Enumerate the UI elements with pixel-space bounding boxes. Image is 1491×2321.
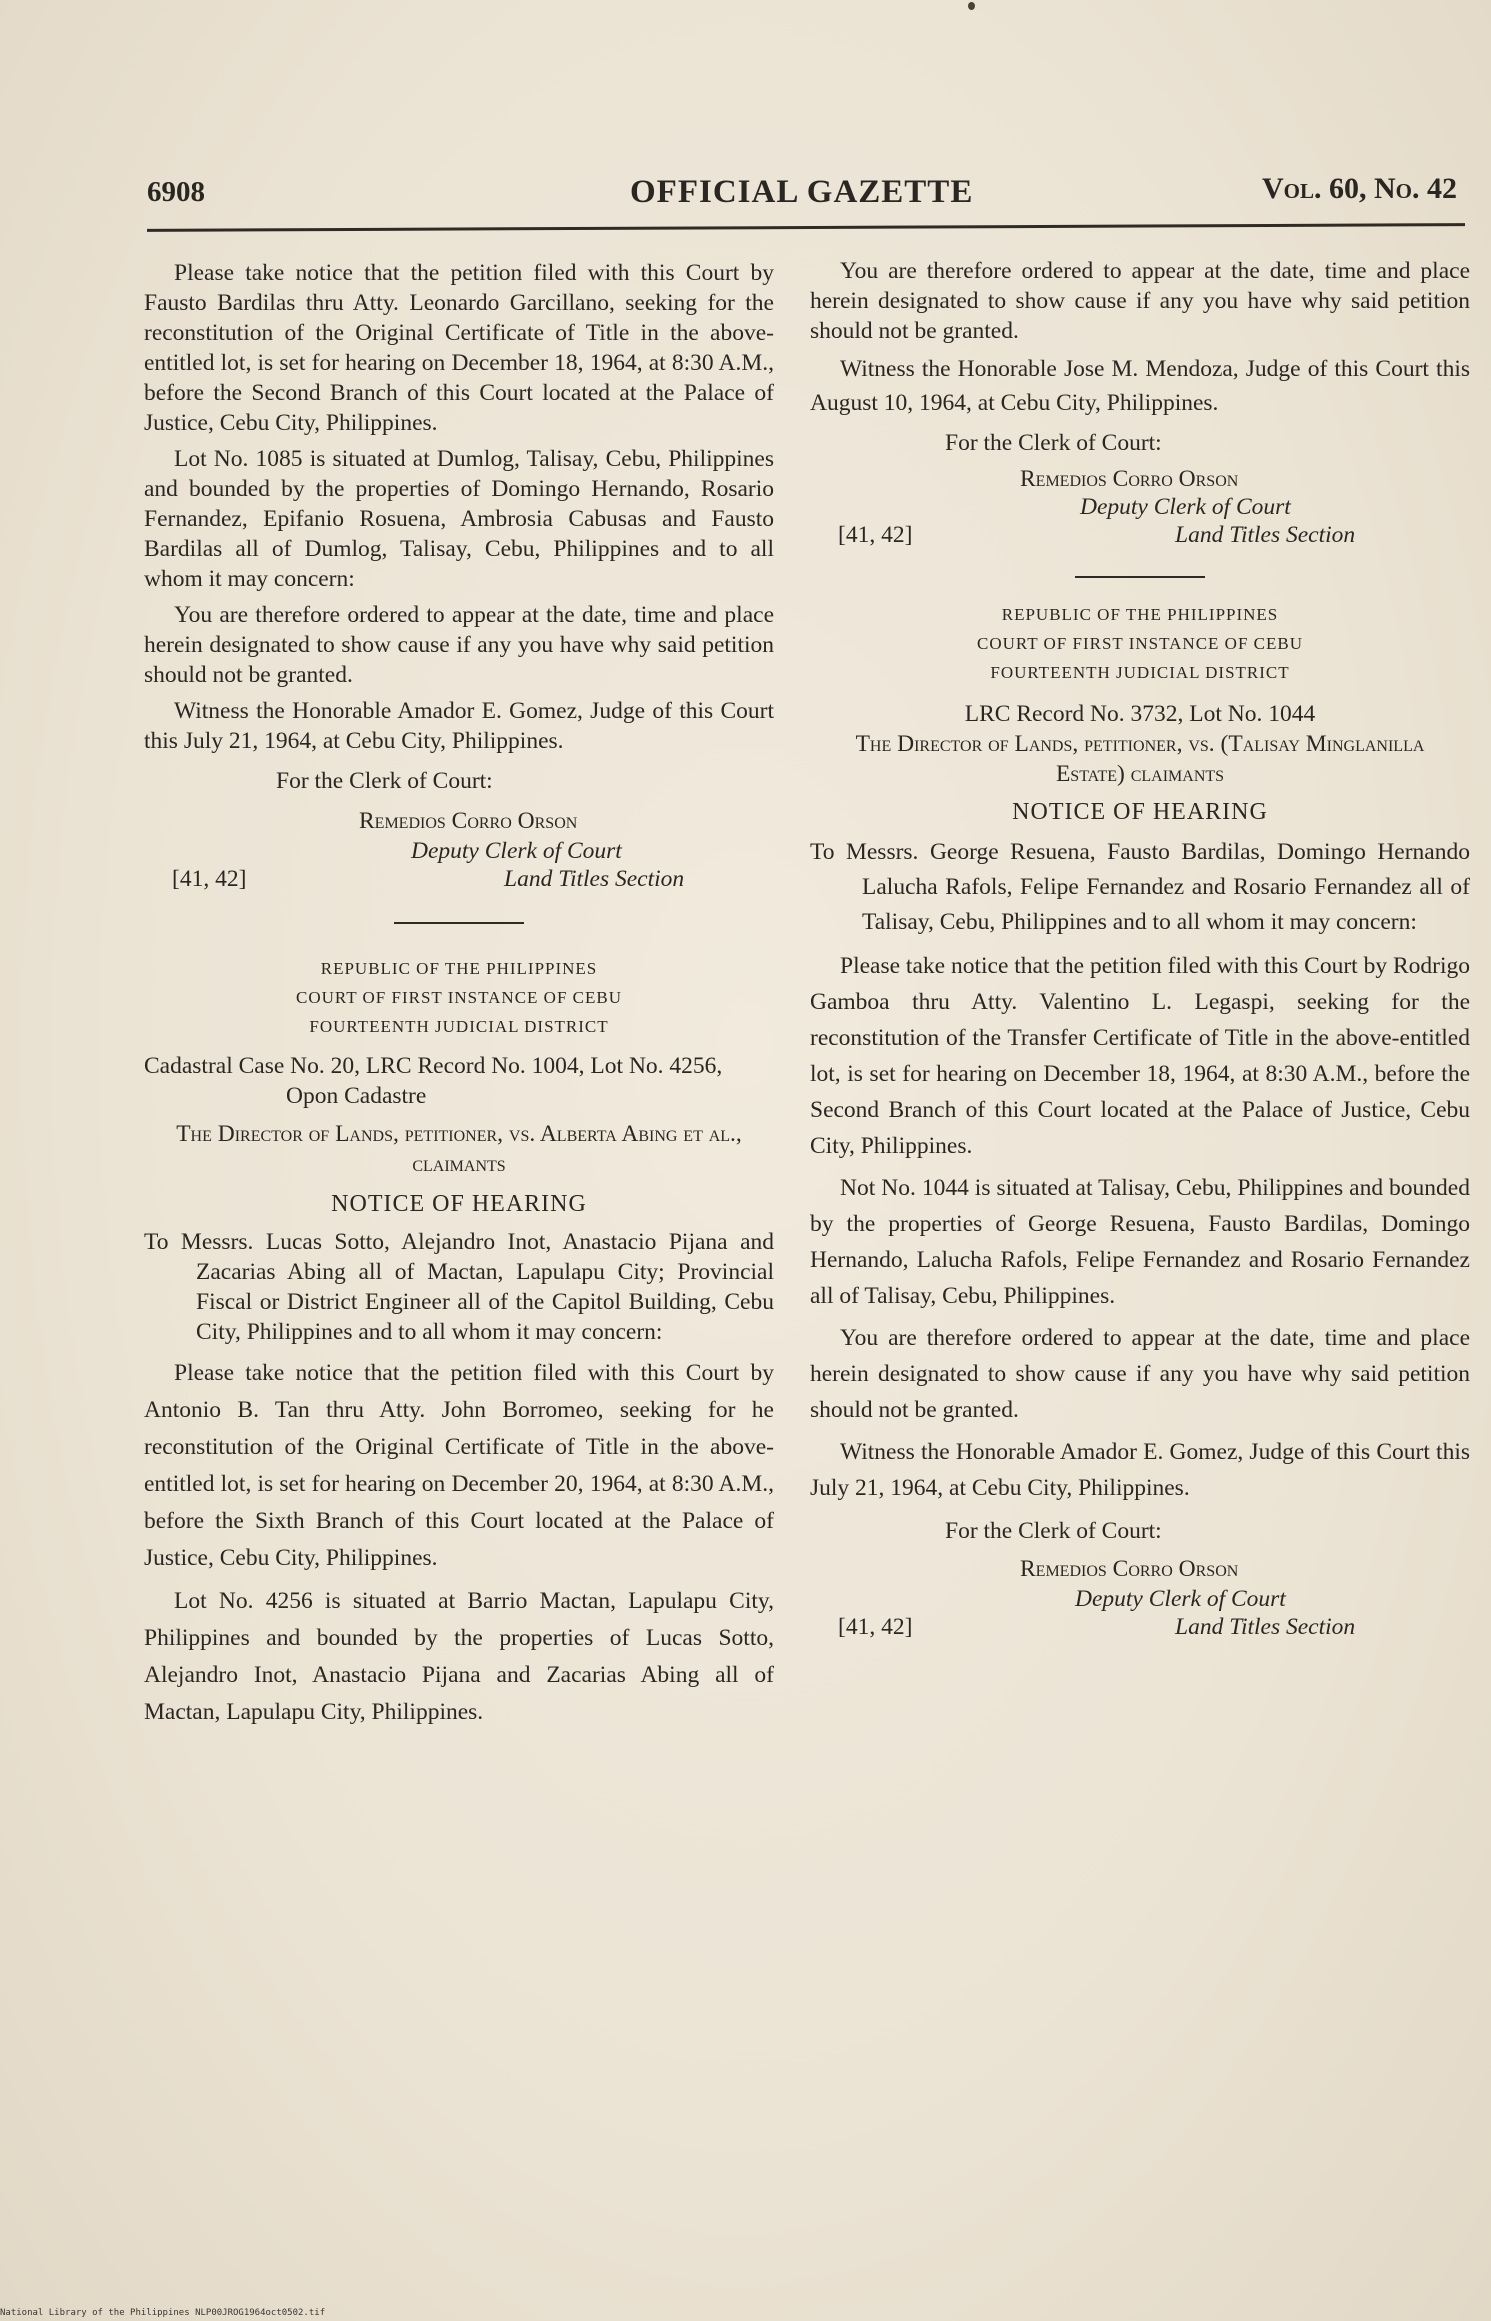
signature-block bbox=[144, 800, 774, 896]
page-number: 6908 bbox=[147, 176, 205, 208]
case-line: Cadastral Case No. 20, LRC Record No. 1004, Lot No. 4256, Opon Cadastre bbox=[144, 1053, 723, 1109]
right-column bbox=[810, 256, 1470, 1652]
section-divider bbox=[1075, 576, 1205, 578]
left-paragraph: Lot No. 1085 is situated at Dumlog, Talisay, Cebu, Philippines and bounded by the properties of Domingo Hernando, Rosario Fernandez, Epifanio Rosuena, Ambrosia Cabusas and Fausto Bardilas all of Dumlog, Talisay, Cebu, Philippines and to all whom it may concern: bbox=[144, 446, 774, 592]
for-clerk-label: For the Clerk of Court: bbox=[945, 430, 1162, 456]
notice-heading: NOTICE OF HEARING bbox=[331, 1191, 587, 1217]
right-paragraph: You are therefore ordered to appear at the date, time and place herein designated to show cause if any you have why said petition should not be granted. bbox=[810, 258, 1470, 344]
court-line: COURT OF FIRST INSTANCE OF CEBU bbox=[976, 634, 1304, 653]
signature-block bbox=[810, 462, 1470, 558]
court-line: FOURTEENTH JUDICIAL DISTRICT bbox=[309, 1017, 609, 1036]
parties-line: The Director of Lands, petitioner, vs. (Talisay Minglanilla Estate) claimants bbox=[855, 731, 1425, 787]
court-line: REPUBLIC OF THE PHILIPPINES bbox=[320, 959, 598, 978]
addressees: To Messrs. George Resuena, Fausto Bardilas, Domingo Hernando Lalucha Rafols, Felipe Fernandez and Rosario Fernandez all of Talisay, Cebu, Philippines and to all whom it may concern: bbox=[810, 839, 1470, 935]
parties-line: The Director of Lands, petitioner, vs. Alberta Abing et al., claimants bbox=[176, 1121, 742, 1177]
issue-reference: [41, 42] bbox=[172, 866, 247, 892]
header-rule bbox=[147, 223, 1465, 232]
record-line: LRC Record No. 3732, Lot No. 1044 bbox=[964, 701, 1316, 727]
court-line: REPUBLIC OF THE PHILIPPINES bbox=[1001, 605, 1279, 624]
left-paragraph: Please take notice that the petition filed with this Court by Fausto Bardilas thru Atty. Leonardo Garcillano, seeking for the reconstitution of the Original Certificate of Title in the above-entitled lot, is set for hearing on December 18, 1964, at 8:30 A.M., before the Second Branch of this Court located at the Palace of Justice, Cebu City, Philippines. bbox=[144, 260, 774, 436]
signatory-title: Deputy Clerk of Court bbox=[1075, 1586, 1286, 1612]
issue-reference: [41, 42] bbox=[838, 522, 913, 548]
court-line: COURT OF FIRST INSTANCE OF CEBU bbox=[295, 988, 623, 1007]
right-paragraph: Witness the Honorable Jose M. Mendoza, Judge of this Court this August 10, 1964, at Cebu City, Philippines. bbox=[810, 356, 1470, 416]
issue-reference: [41, 42] bbox=[838, 1614, 913, 1640]
signatory-section: Land Titles Section bbox=[1175, 522, 1356, 548]
left-column bbox=[144, 258, 774, 1737]
for-clerk-label: For the Clerk of Court: bbox=[945, 1518, 1162, 1544]
signatory-name: Remedios Corro Orson bbox=[1020, 1556, 1239, 1582]
signatory-name: Remedios Corro Orson bbox=[359, 808, 578, 834]
publication-title: OFFICIAL GAZETTE bbox=[630, 174, 974, 210]
right-paragraph: Please take notice that the petition filed with this Court by Rodrigo Gamboa thru Atty. Valentino L. Legaspi, seeking for the reconstitution of the Transfer Certificate of Title in the above-entitled lot, is set for hearing on December 18, 1964, at 8:30 A.M., before the Second Branch of this Court located at the Palace of Justice, Cebu City, Philippines. bbox=[810, 953, 1470, 1159]
signatory-name: Remedios Corro Orson bbox=[1020, 466, 1239, 492]
left-paragraph: You are therefore ordered to appear at the date, time and place herein designated to show cause if any you have why said petition should not be granted. bbox=[144, 602, 774, 688]
signatory-title: Deputy Clerk of Court bbox=[411, 838, 622, 864]
left-paragraph: Witness the Honorable Amador E. Gomez, Judge of this Court this July 21, 1964, at Cebu City, Philippines. bbox=[144, 698, 774, 754]
signatory-title: Deputy Clerk of Court bbox=[1080, 494, 1291, 520]
ink-dot bbox=[968, 2, 975, 10]
right-paragraph: Witness the Honorable Amador E. Gomez, Judge of this Court this July 21, 1964, at Cebu City, Philippines. bbox=[810, 1439, 1470, 1501]
right-paragraph: You are therefore ordered to appear at the date, time and place herein designated to show cause if any you have why said petition should not be granted. bbox=[810, 1325, 1470, 1423]
notice-heading: NOTICE OF HEARING bbox=[1012, 799, 1268, 825]
page-header bbox=[147, 172, 1465, 224]
signatory-section: Land Titles Section bbox=[1175, 1614, 1356, 1640]
addressees: To Messrs. Lucas Sotto, Alejandro Inot, Anastacio Pijana and Zacarias Abing all of Mactan, Lapulapu City; Provincial Fiscal or District Engineer all of the Capitol Building, Cebu City, Philippines and to all whom it may concern: bbox=[144, 1229, 774, 1345]
signatory-section: Land Titles Section bbox=[504, 866, 685, 892]
left-paragraph: Lot No. 4256 is situated at Barrio Mactan, Lapulapu City, Philippines and bounded by the properties of Lucas Sotto, Alejandro Inot, Anastacio Pijana and Zacarias Abing all of Mactan, Lapulapu City, Philippines. bbox=[144, 1588, 774, 1725]
left-paragraph: Please take notice that the petition filed with this Court by Antonio B. Tan thru Atty. John Borromeo, seeking for he reconstitution of the Original Certificate of Title in the above-entitled lot, is set for hearing on December 20, 1964, at 8:30 A.M., before the Sixth Branch of this Court located at the Palace of Justice, Cebu City, Philippines. bbox=[144, 1360, 774, 1571]
for-clerk-label: For the Clerk of Court: bbox=[276, 768, 493, 794]
right-paragraph: Not No. 1044 is situated at Talisay, Cebu, Philippines and bounded by the properties of George Resuena, Fausto Bardilas, Domingo Hernando, Lalucha Rafols, Felipe Fernandez and Rosario Fernandez all of Talisay, Cebu, Philippines. bbox=[810, 1175, 1470, 1309]
court-line: FOURTEENTH JUDICIAL DISTRICT bbox=[990, 663, 1290, 682]
volume-number: Vol. 60, No. 42 bbox=[1261, 172, 1457, 205]
section-divider bbox=[394, 922, 524, 924]
scan-footer: National Library of the Philippines NLP00JROG1964oct0502.tif bbox=[0, 2308, 326, 2318]
signature-block bbox=[810, 1550, 1470, 1646]
